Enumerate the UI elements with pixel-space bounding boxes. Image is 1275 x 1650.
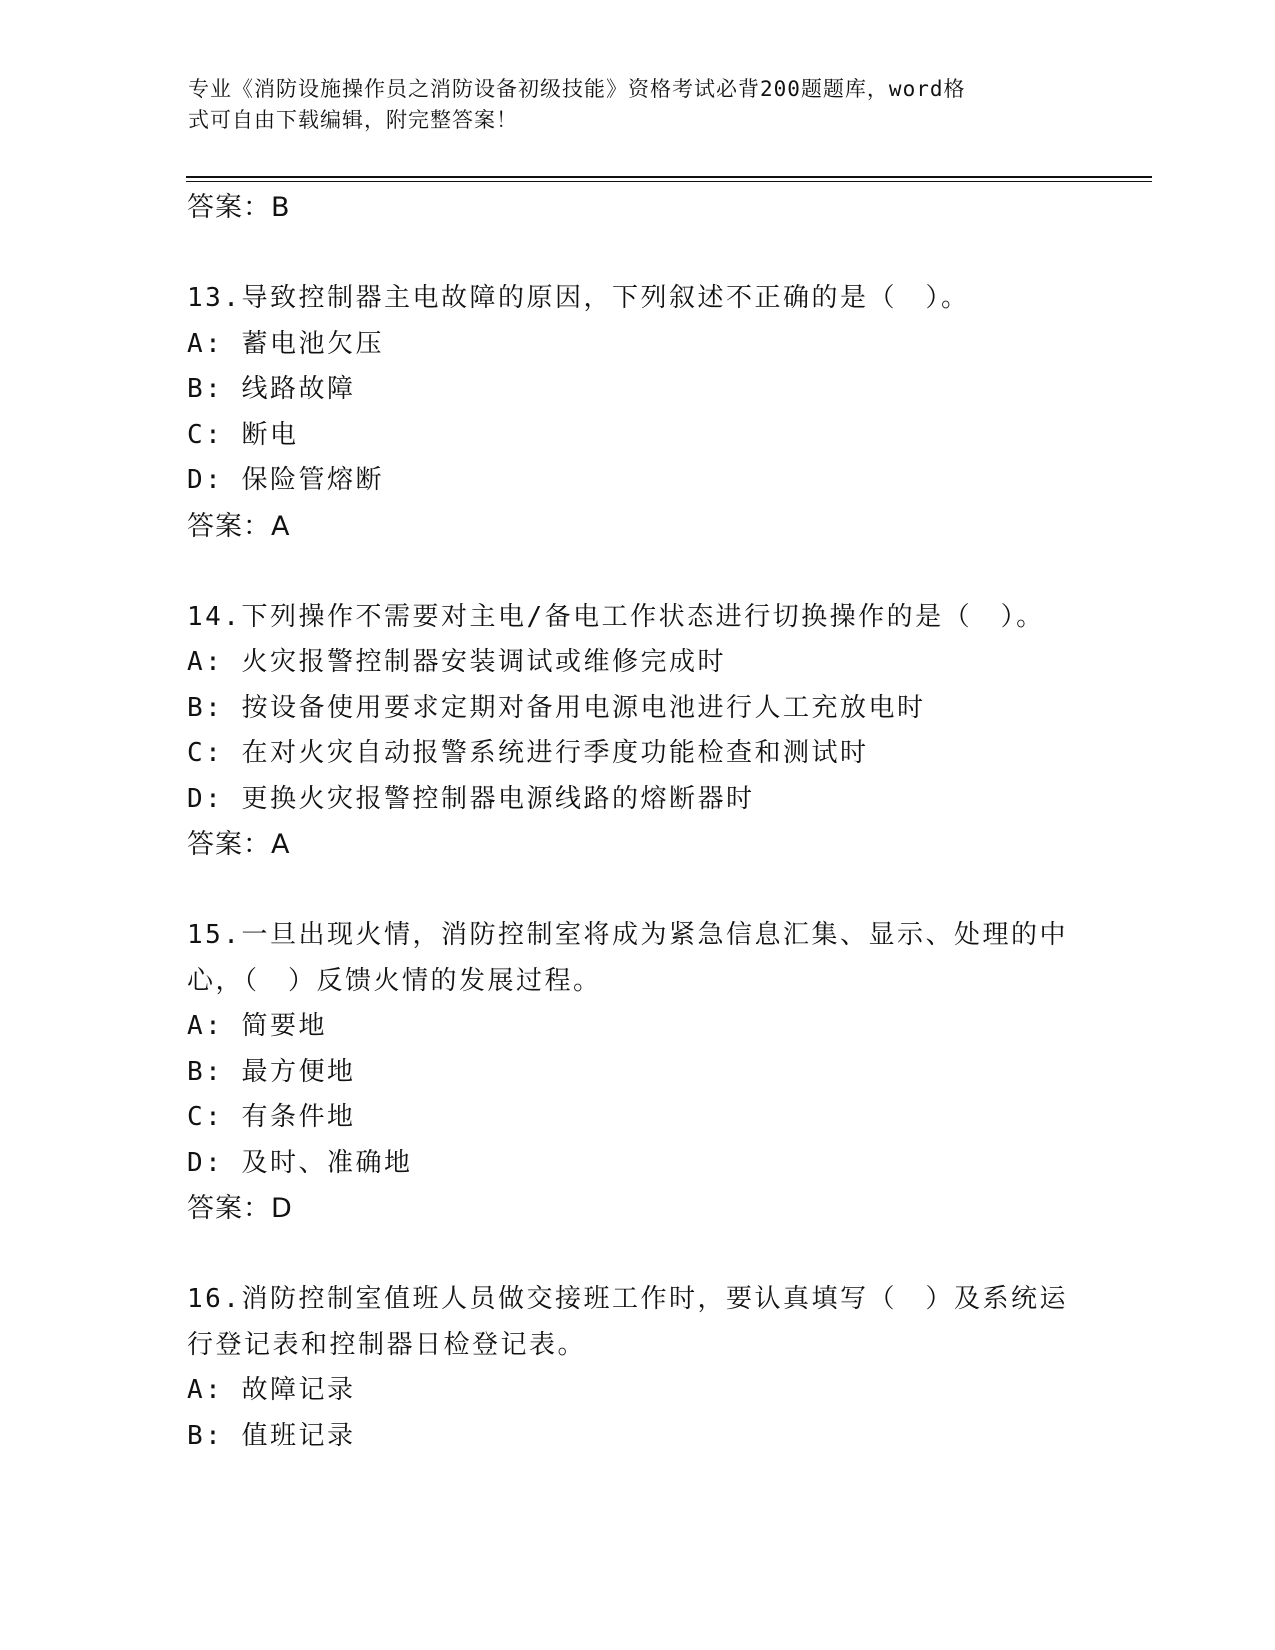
answer-line: 答案：A <box>187 829 291 860</box>
document-header <box>188 74 1068 136</box>
header-divider <box>186 176 1152 178</box>
question-stem: 15.一旦出现火情，消防控制室将成为紧急信息汇集、显示、处理的中 <box>187 920 1068 950</box>
header-line-1: 专业《消防设施操作员之消防设备初级技能》资格考试必背200题题库，word格 <box>188 77 966 101</box>
option-a: A: 火灾报警控制器安装调试或维修完成时 <box>187 647 726 677</box>
option-d: D: 保险管熔断 <box>187 465 384 495</box>
option-c: C: 有条件地 <box>187 1102 356 1132</box>
question-stem: 13.导致控制器主电故障的原因，下列叙述不正确的是（ ）。 <box>187 283 970 313</box>
option-a: A: 简要地 <box>187 1011 327 1041</box>
option-d: D: 更换火灾报警控制器电源线路的熔断器时 <box>187 783 755 814</box>
question-16 <box>187 1277 1087 1459</box>
question-13 <box>187 276 1087 550</box>
question-content <box>187 185 1087 1459</box>
answer-line: 答案：D <box>187 1193 293 1224</box>
option-b: B: 值班记录 <box>187 1420 356 1451</box>
question-stem: 16.消防控制室值班人员做交接班工作时，要认真填写（ ）及系统运 <box>187 1284 1068 1314</box>
option-d: D: 及时、准确地 <box>187 1147 413 1178</box>
option-c: C: 在对火灾自动报警系统进行季度功能检查和测试时 <box>187 738 869 768</box>
answer-line: 答案：B <box>187 192 291 223</box>
option-a: A: 蓄电池欠压 <box>187 328 384 359</box>
option-a: A: 故障记录 <box>187 1375 356 1405</box>
question-14 <box>187 595 1087 869</box>
question-stem: 14.下列操作不需要对主电/备电工作状态进行切换操作的是（ ）。 <box>187 601 1045 632</box>
option-b: B: 线路故障 <box>187 374 356 404</box>
question-stem-cont: 行登记表和控制器日检登记表。 <box>187 1329 587 1360</box>
header-divider-thin <box>186 181 1152 182</box>
question-15 <box>187 913 1087 1232</box>
header-line-2: 式可自由下载编辑，附完整答案！ <box>188 108 518 132</box>
option-b: B: 最方便地 <box>187 1056 356 1087</box>
answer-line: 答案：A <box>187 510 291 542</box>
option-b: B: 按设备使用要求定期对备用电源电池进行人工充放电时 <box>187 692 926 723</box>
option-c: C: 断电 <box>187 419 299 450</box>
question-stem-cont: 心，（ ）反馈火情的发展过程。 <box>187 965 602 996</box>
